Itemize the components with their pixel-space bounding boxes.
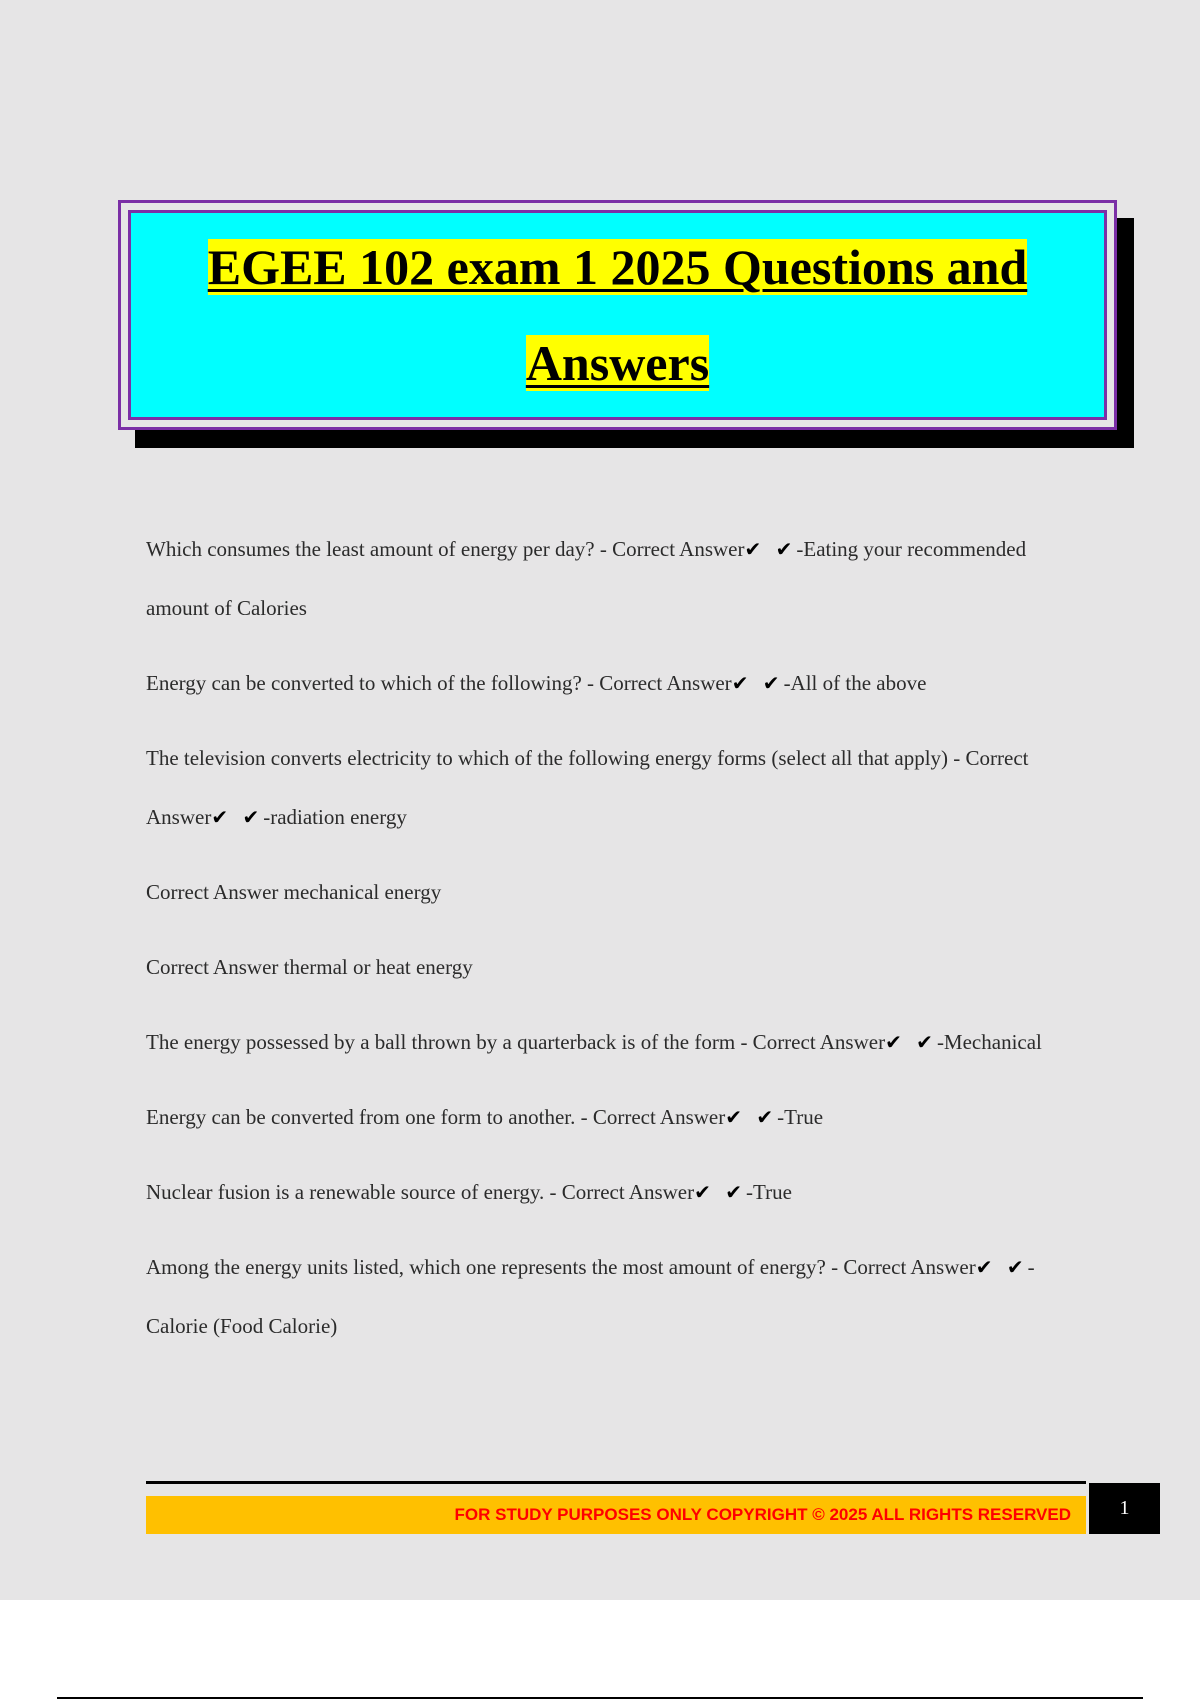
qa-item	[146, 654, 1066, 713]
qa-item	[146, 938, 1066, 997]
page-number-box	[1089, 1483, 1160, 1534]
answer-text: -Mechanical	[936, 1030, 1042, 1054]
title-banner-inner	[128, 210, 1107, 420]
check-mark-icon: ✔ ✔	[885, 1030, 937, 1054]
qa-item	[146, 1013, 1066, 1072]
copyright-notice: FOR STUDY PURPOSES ONLY COPYRIGHT © 2025 ALL RIGHTS RESERVED	[454, 1505, 1071, 1524]
qa-item	[146, 1088, 1066, 1147]
answer-text: Correct Answer mechanical energy	[146, 880, 442, 904]
footer-rule	[146, 1481, 1086, 1484]
question-text: Nuclear fusion is a renewable source of energy. - Correct Answer	[146, 1180, 695, 1204]
check-mark-icon: ✔ ✔	[975, 1255, 1028, 1279]
question-text: The energy possessed by a ball thrown by a quarterback is of the form - Correct Answer	[146, 1030, 886, 1054]
qa-item	[146, 863, 1066, 922]
next-page-rule	[57, 1697, 1143, 1699]
answer-text: -radiation energy	[263, 805, 407, 829]
title-banner	[118, 200, 1117, 430]
check-mark-icon: ✔ ✔	[744, 537, 797, 561]
check-mark-icon: ✔ ✔	[211, 805, 264, 829]
document-title-text: EGEE 102 exam 1 2025 Questions and Answers	[207, 239, 1028, 391]
qa-item	[146, 520, 1066, 638]
question-text: Which consumes the least amount of energy per day? - Correct Answer	[146, 537, 745, 561]
question-text: Energy can be converted from one form to another. - Correct Answer	[146, 1105, 726, 1129]
footer-bar	[146, 1496, 1086, 1534]
answer-text: -Calorie (Food Calorie)	[146, 1255, 1035, 1338]
answer-text: -All of the above	[783, 671, 927, 695]
check-mark-icon: ✔ ✔	[725, 1105, 778, 1129]
answer-text: Correct Answer thermal or heat energy	[146, 955, 473, 979]
check-mark-icon: ✔ ✔	[694, 1180, 746, 1204]
answer-text: -Eating your recommended amount of Calories	[146, 537, 1027, 620]
answer-text: -True	[777, 1105, 824, 1129]
question-text: Among the energy units listed, which one represents the most amount of energy? - Correct Answer	[146, 1255, 976, 1279]
document-title	[131, 219, 1104, 411]
page-number: 1	[1119, 1497, 1130, 1519]
answer-text: -True	[746, 1180, 792, 1204]
question-text: The television converts electricity to which of the following energy forms (select all that apply) - Correct Answer	[146, 746, 1029, 829]
qa-item	[146, 1163, 1066, 1222]
check-mark-icon: ✔ ✔	[731, 671, 784, 695]
question-text: Energy can be converted to which of the following? - Correct Answer	[146, 671, 732, 695]
qa-item	[146, 1238, 1066, 1356]
qa-item	[146, 729, 1066, 847]
qa-list	[146, 520, 1066, 1372]
